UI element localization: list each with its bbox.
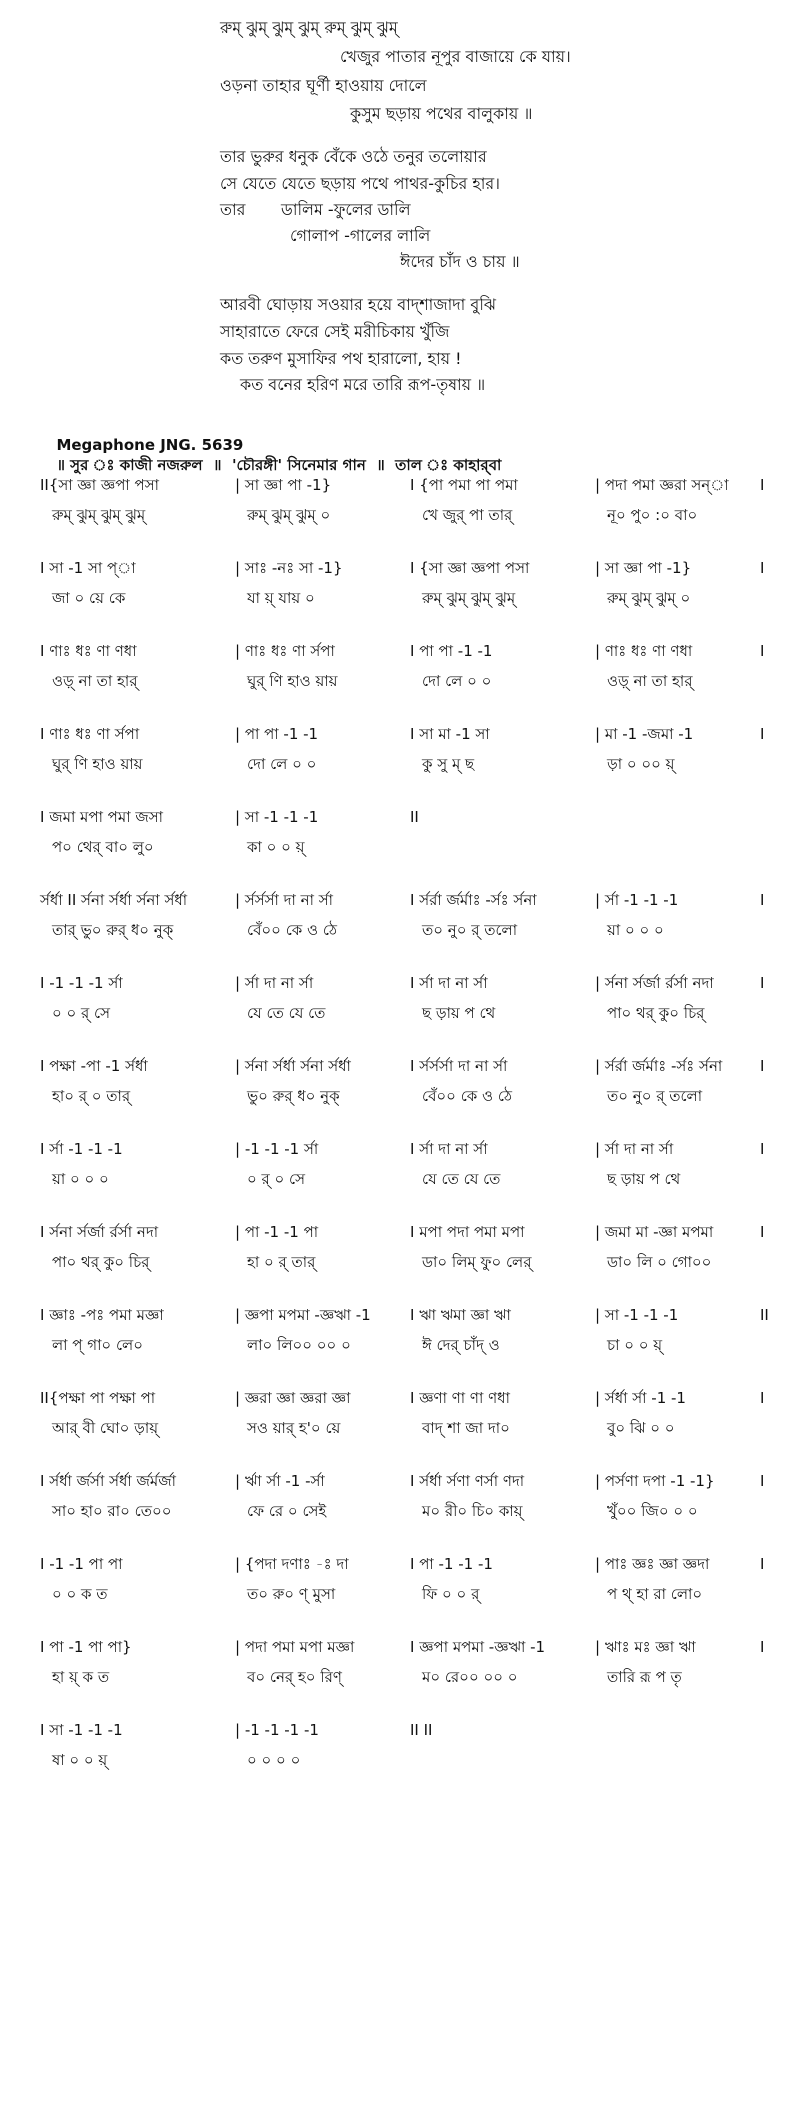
note-group: | পা -1 -1 পা <box>235 1223 319 1241</box>
notes-row <box>40 636 785 666</box>
notation-block <box>40 636 785 696</box>
note-group: | জমা মা -জ্ঞা মপমা <box>595 1223 714 1241</box>
word-group: রুম্ ঝুম্ ঝুম্ ঝুম্ <box>422 589 516 607</box>
notation-block <box>40 1632 785 1692</box>
notes-row <box>40 1051 785 1081</box>
word-group: প থ্ হা রা লো০ <box>607 1585 703 1603</box>
note-group: | সা জ্ঞা পা -1} <box>595 559 692 577</box>
note-group: | ঋাঃ মঃ জ্ঞা ঋা <box>595 1638 696 1656</box>
lyric-line: কত তরুণ মুসাফির পথ হারালো, হায় ! <box>220 349 462 368</box>
note-group: I র্সর্ধা র্জর্সা র্সর্ধা র্জর্মর্জা <box>40 1472 177 1490</box>
word-group: ডা০ লিম্ ফু০ লের্ <box>422 1253 532 1271</box>
note-group: I ণাঃ ধঃ ণা র্সপা <box>40 725 140 743</box>
note-group: I <box>760 891 765 909</box>
notes-row <box>40 885 785 915</box>
note-group: | সাঃ -নঃ সা -1} <box>235 559 343 577</box>
note-group: I <box>760 1638 765 1656</box>
words-row <box>40 666 785 696</box>
note-group: II{পক্ষা পা পক্ষা পা <box>40 1389 156 1407</box>
note-group: I <box>760 725 765 743</box>
word-group: হা ০ র্ তার্ <box>247 1253 316 1271</box>
word-group: ড়া ০ ০০ য়্ <box>607 755 675 773</box>
note-group: | ণাঃ ধঃ ণা ণধা <box>595 642 693 660</box>
word-group: রুম্ ঝুম্ ঝুম্ ঝুম্ <box>52 506 146 524</box>
note-group: I সা মা -1 সা <box>410 725 490 743</box>
note-group: I <box>760 1057 765 1075</box>
word-group: ঈ দের্ চাঁদ্ ও <box>422 1336 500 1354</box>
word-group: ওড়্ না তা হার্ <box>52 672 138 690</box>
words-row <box>40 1330 785 1360</box>
note-group: | পাঃ জ্ঞঃ জ্ঞা জ্ঞদা <box>595 1555 710 1573</box>
note-group: I জ্ঞাঃ -পঃ পমা মজ্ঞা <box>40 1306 164 1324</box>
note-group: | পা পা -1 -1 <box>235 725 319 743</box>
disc-number: Megaphone JNG. 5639 <box>56 436 244 454</box>
notes-row <box>40 802 785 832</box>
song-info: ॥ সুর ঃ কাজী নজরুল ॥ 'চৌরঙ্গী' সিনেমার গান ॥ তাল ঃ কাহার্‌বা <box>56 456 502 474</box>
note-group: I <box>760 1389 765 1407</box>
notes-row <box>40 553 785 583</box>
word-group: দো লে ০ ০ <box>247 755 317 773</box>
note-group: I <box>760 1223 765 1241</box>
notation-block <box>40 1715 785 1775</box>
lyric-line: আরবী ঘোড়ায় সওয়ার হয়ে বাদ্‌শাজাদা বুঝি <box>220 295 497 314</box>
words-row <box>40 1496 785 1526</box>
note-group: I র্সা দা না র্সা <box>410 1140 488 1158</box>
note-group: | র্সর্ধা র্সা -1 -1 <box>595 1389 686 1407</box>
word-group: খুঁ০০ জি০ ০ ০ <box>607 1502 698 1520</box>
word-group: রুম্ ঝুম্ ঝুম্ ০ <box>607 589 691 607</box>
word-group: ফি ০ ০ র্ <box>422 1585 480 1603</box>
note-group: | সা -1 -1 -1 <box>595 1306 679 1324</box>
note-group: | সা -1 -1 -1 <box>235 808 319 826</box>
notes-row <box>40 968 785 998</box>
word-group: সা০ হা০ রা০ তে০০ <box>52 1502 172 1520</box>
note-group: I <box>760 974 765 992</box>
note-group: | পদা পমা জ্ঞরা সন্‌া <box>595 476 729 494</box>
lyric-line: তার ভুরুর ধনুক বেঁকে ওঠে তনুর তলোয়ার <box>220 147 487 166</box>
note-group: | র্সর্রা র্জর্মাঃ -র্সঃ র্সনা <box>595 1057 723 1075</box>
lyric-line: রুম্ ঝুম্ ঝুম্ ঝুম্ রুম্ ঝুম্ ঝুম্ <box>220 18 398 37</box>
lyric-line: কত বনের হরিণ মরে তারি রূপ-তৃষায় ॥ <box>240 375 486 394</box>
word-group: য়া ০ ০ ০ <box>52 1170 109 1188</box>
notation-block <box>40 802 785 862</box>
note-group: I <box>760 1555 765 1573</box>
lyric-line: কুসুম ছড়ায় পথের বালুকায় ॥ <box>350 104 533 123</box>
word-group: পা০ থর্ কু০ চির্ <box>607 1004 705 1022</box>
words-row <box>40 1413 785 1443</box>
lyric-line: তার ডালিম -ফুলের ডালি <box>220 200 411 219</box>
note-group: I মপা পদা পমা মপা <box>410 1223 525 1241</box>
word-group: ত০ নু০ র্ তলো <box>607 1087 703 1105</box>
note-group: II{সা জ্ঞা জ্ঞপা পসা <box>40 476 159 494</box>
note-group: I জ্ঞণা ণা ণা ণধা <box>410 1389 510 1407</box>
notes-row <box>40 1715 785 1745</box>
note-group: | র্সনা র্সর্ধা র্সনা র্সর্ধা <box>235 1057 351 1075</box>
notation-block <box>40 968 785 1028</box>
notation-block <box>40 719 785 779</box>
notation-block <box>40 1300 785 1360</box>
note-group: I জমা মপা পমা জসা <box>40 808 163 826</box>
word-group: বেঁ০০ কে ও ঠে <box>422 1087 512 1105</box>
lyric-line: ওড়না তাহার ঘূর্ণী হাওয়ায় দোলে <box>220 76 427 95</box>
words-row <box>40 1247 785 1277</box>
word-group: খে জুর্ পা তার্ <box>422 506 513 524</box>
word-group: নূ০ পু০ :০ বা০ <box>607 506 698 524</box>
word-group: ০ ০ ক ত <box>52 1585 108 1603</box>
note-group: I <box>760 1140 765 1158</box>
note-group: I পক্ষা -পা -1 র্সর্ধা <box>40 1057 148 1075</box>
words-row <box>40 749 785 779</box>
notation-block <box>40 1051 785 1111</box>
note-group: I -1 -1 পা পা <box>40 1555 123 1573</box>
note-group: | র্সা দা না র্সা <box>595 1140 674 1158</box>
notes-row <box>40 1217 785 1247</box>
note-group: | -1 -1 -1 র্সা <box>235 1140 319 1158</box>
word-group: ষা ০ ০ য়্ <box>52 1751 108 1769</box>
words-row <box>40 1579 785 1609</box>
note-group: | জ্ঞরা জ্ঞা জ্ঞরা জ্ঞা <box>235 1389 351 1407</box>
note-group: I জ্ঞপা মপমা -জ্ঞঋা -1 <box>410 1638 546 1656</box>
notes-row <box>40 1466 785 1496</box>
word-group: বেঁ০০ কে ও ঠে <box>247 921 337 939</box>
note-group: I র্সনা র্সর্জা র্রর্সা নদা <box>40 1223 159 1241</box>
notes-row <box>40 1383 785 1413</box>
words-row <box>40 998 785 1028</box>
word-group: সও য়ার্ হ'০ য়ে <box>247 1419 341 1437</box>
word-group: ঘুর্ ণি হাও য়ায় <box>52 755 143 773</box>
word-group: লা০ লি০০ ০০ ০ <box>247 1336 351 1354</box>
note-group: I সা -1 সা প্‌া <box>40 559 136 577</box>
word-group: ডা০ লি ০ গো০০ <box>607 1253 712 1271</box>
note-group: I <box>760 1472 765 1490</box>
words-row <box>40 1081 785 1111</box>
notation-block <box>40 885 785 945</box>
lyric-line: গোলাপ -গালের লালি <box>290 226 431 245</box>
lyric-line: সে যেতে যেতে ছড়ায় পথে পাথর-কুচির হার। <box>220 174 500 193</box>
word-group: ০ ০ ০ ০ <box>247 1751 301 1769</box>
note-group: | -1 -1 -1 -1 <box>235 1721 319 1739</box>
notation-block <box>40 1217 785 1277</box>
word-group: কা ০ ০ য়্ <box>247 838 305 856</box>
word-group: জা ০ য়ে কে <box>52 589 126 607</box>
note-group: | পর্সণা দপা -1 -1} <box>595 1472 715 1490</box>
note-group: I ণাঃ ধঃ ণা ণধা <box>40 642 137 660</box>
word-group: যা য়্ যায় ০ <box>247 589 315 607</box>
word-group: ছ ড়ায় প থে <box>607 1170 681 1188</box>
note-group: | মা -1 -জমা -1 <box>595 725 694 743</box>
note-group: | র্সা দা না র্সা <box>235 974 314 992</box>
notes-row <box>40 1134 785 1164</box>
word-group: ০ র্ ০ সে <box>247 1170 306 1188</box>
note-group: | র্সর্সর্সা দা না র্সা <box>235 891 333 909</box>
word-group: দো লে ০ ০ <box>422 672 492 690</box>
word-group: প০ থের্ বা০ লু০ <box>52 838 154 856</box>
lyric-line: সাহারাতে ফেরে সেই মরীচিকায় খুঁজি <box>220 322 450 341</box>
word-group: ত০ রু০ ণ্ মুসা <box>247 1585 336 1603</box>
note-group: I পা -1 পা পা} <box>40 1638 132 1656</box>
note-group: র্সর্ধা II র্সনা র্সর্ধা র্সনা র্সর্ধা <box>40 891 188 909</box>
note-group: I র্সা দা না র্সা <box>410 974 488 992</box>
notation-block <box>40 470 785 530</box>
word-group: ম০ রী০ চি০ কায়্ <box>422 1502 523 1520</box>
word-group: হা য়্ ক ত <box>52 1668 110 1686</box>
word-group: লা প্ গা০ লে০ <box>52 1336 143 1354</box>
notes-row <box>40 719 785 749</box>
words-row <box>40 1164 785 1194</box>
words-row <box>40 583 785 613</box>
word-group: ফে রে ০ সেই <box>247 1502 327 1520</box>
note-group: I {পা পমা পা পমা <box>410 476 518 494</box>
word-group: ঘুর্ ণি হাও য়ায় <box>247 672 338 690</box>
notes-row <box>40 1632 785 1662</box>
notation-block <box>40 553 785 613</box>
word-group: তারি রূ প তৃ <box>607 1668 682 1686</box>
words-row <box>40 500 785 530</box>
word-group: চা ০ ০ য়্ <box>607 1336 663 1354</box>
lyric-line: ঈদের চাঁদ ও চায় ॥ <box>400 252 520 271</box>
word-group: ছ ড়ায় প থে <box>422 1004 496 1022</box>
note-group: I -1 -1 -1 র্সা <box>40 974 123 992</box>
word-group: রুম্ ঝুম্ ঝুম্ ০ <box>247 506 331 524</box>
words-row <box>40 915 785 945</box>
word-group: আর্ বী ঘো০ ড়ায়্ <box>52 1419 159 1437</box>
notes-row <box>40 1300 785 1330</box>
word-group: বু০ ঝি ০ ০ <box>607 1419 675 1437</box>
notation-block <box>40 1466 785 1526</box>
word-group: ওড়্ না তা হার্ <box>607 672 693 690</box>
notation-block <box>40 1549 785 1609</box>
note-group: I পা -1 -1 -1 <box>410 1555 493 1573</box>
note-group: | {পদা দণাঃ -ঃ দা <box>235 1555 349 1573</box>
word-group: ম০ রে০০ ০০ ০ <box>422 1668 518 1686</box>
notes-row <box>40 470 785 500</box>
words-row <box>40 1745 785 1775</box>
word-group: ব০ নের্ হ০ রিণ্ <box>247 1668 342 1686</box>
note-group: | র্সনা র্সর্জা র্রর্সা নদা <box>595 974 714 992</box>
note-group: I র্সর্রা র্জর্মাঃ -র্সঃ র্সনা <box>410 891 537 909</box>
note-group: | র্সা -1 -1 -1 <box>595 891 679 909</box>
note-group: | সা জ্ঞা পা -1} <box>235 476 332 494</box>
word-group: ০ ০ র্ সে <box>52 1004 111 1022</box>
note-group: | ণাঃ ধঃ ণা র্সপা <box>235 642 335 660</box>
lyric-line: খেজুর পাতার নূপুর বাজায়ে কে যায়। <box>340 47 571 66</box>
word-group: পা০ থর্ কু০ চির্ <box>52 1253 150 1271</box>
words-row <box>40 832 785 862</box>
note-group: I ঋা ঋমা জ্ঞা ঋা <box>410 1306 511 1324</box>
note-group: II <box>760 1306 769 1324</box>
word-group: কু সু ম্ ছ <box>422 755 475 773</box>
note-group: I <box>760 642 765 660</box>
word-group: যে তে যে তে <box>422 1170 501 1188</box>
word-group: য়া ০ ০ ০ <box>607 921 664 939</box>
note-group: I র্সা -1 -1 -1 <box>40 1140 123 1158</box>
notes-row <box>40 1549 785 1579</box>
note-group: I পা পা -1 -1 <box>410 642 493 660</box>
note-group: | র্ঋা র্সা -1 -র্সা <box>235 1472 325 1490</box>
note-group: I র্সর্সর্সা দা না র্সা <box>410 1057 508 1075</box>
note-group: I {সা জ্ঞা জ্ঞপা পসা <box>410 559 530 577</box>
note-group: II <box>410 808 419 826</box>
word-group: হা০ র্ ০ তার্ <box>52 1087 131 1105</box>
note-group: | জ্ঞপা মপমা -জ্ঞঋা -1 <box>235 1306 371 1324</box>
note-group: I সা -1 -1 -1 <box>40 1721 123 1739</box>
notation-block <box>40 1383 785 1443</box>
note-group: I <box>760 476 765 494</box>
word-group: ত০ নু০ র্ তলো <box>422 921 518 939</box>
words-row <box>40 1662 785 1692</box>
note-group: I <box>760 559 765 577</box>
word-group: যে তে যে তে <box>247 1004 326 1022</box>
note-group: I র্সর্ধা র্সণা ণর্সা ণদা <box>410 1472 525 1490</box>
word-group: তার্ ভু০ রুর্ ধ০ নুক্ <box>52 921 174 939</box>
note-group: | পদা পমা মপা মজ্ঞা <box>235 1638 355 1656</box>
note-group: II II <box>410 1721 433 1739</box>
notation-block <box>40 1134 785 1194</box>
word-group: ভু০ রুর্ ধ০ নুক্ <box>247 1087 340 1105</box>
word-group: বাদ্ শা জা দা০ <box>422 1419 510 1437</box>
